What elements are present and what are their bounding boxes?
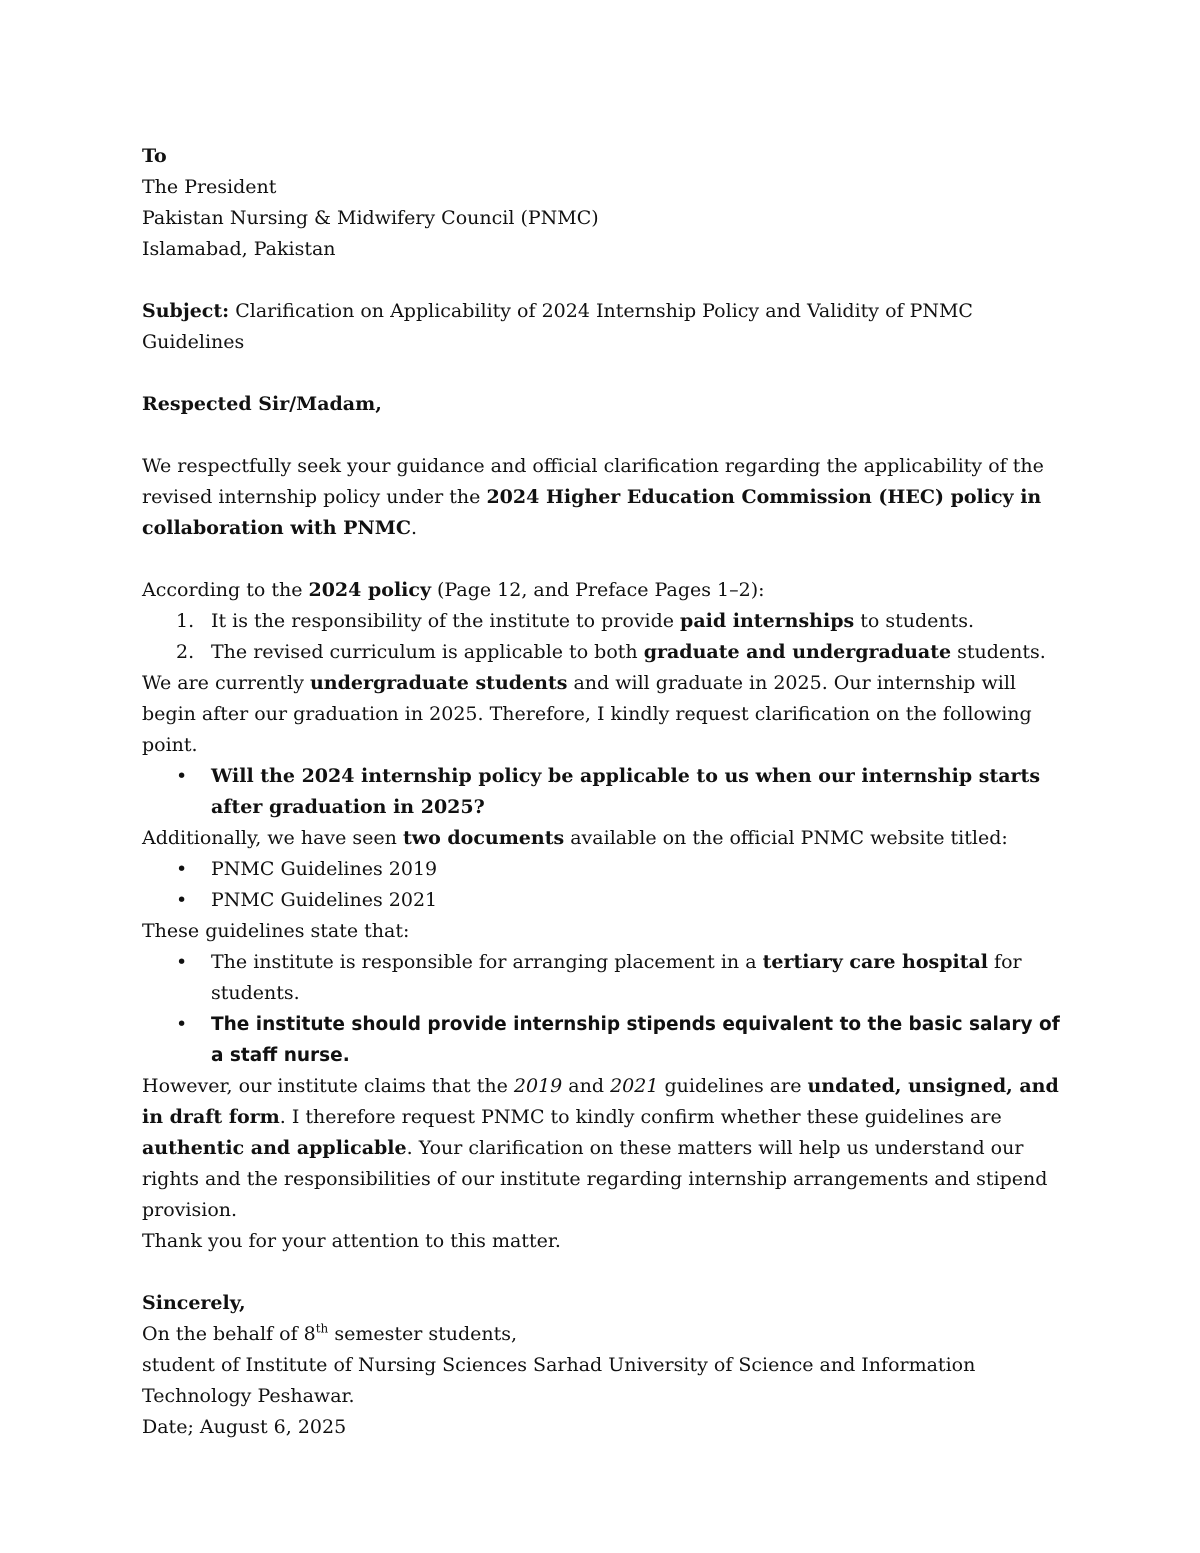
closing-word: Sincerely,	[142, 1292, 246, 1314]
subject-text: Clarification on Applicability of 2024 Internship Policy and Validity of PNMC Guidelines	[142, 300, 973, 353]
list-item: • The institute should provide internship stipends equivalent to the basic salary of a staff nurse.	[142, 1009, 1062, 1071]
bullet-icon: •	[176, 765, 188, 787]
documents-list	[142, 854, 1062, 916]
date-line: Date; August 6, 2025	[142, 1416, 347, 1438]
recipient-title: The President	[142, 176, 277, 198]
list-item	[142, 761, 1062, 823]
signature-block	[142, 1288, 1062, 1443]
question-list	[142, 761, 1062, 823]
subject-line	[142, 296, 1062, 358]
list-item: • PNMC Guidelines 2019	[142, 854, 1062, 885]
salutation: Respected Sir/Madam,	[142, 393, 382, 415]
sender-line: student of Institute of Nursing Sciences Sarhad University of Science and Information Technology Peshawar.	[142, 1354, 976, 1407]
intro-paragraph: We respectfully seek your guidance and official clarification regarding the applicability of the revised internship policy under the 2024 Higher Education Commission (HEC) policy in collaboration with PNMC.	[142, 455, 1044, 539]
list-item: • The institute is responsible for arranging placement in a tertiary care hospital for students.	[142, 947, 1062, 1009]
bullet-icon: •	[176, 1013, 188, 1035]
key-question: Will the 2024 internship policy be applicable to us when our internship starts after graduation in 2025?	[211, 765, 1041, 818]
closing-paragraph: However, our institute claims that the 2019 and 2021 guidelines are undated, unsigned, and in draft form. I therefore request PNMC to kindly confirm whether these guidelines are authentic and applicable. Your clarification on these matters will help us understand our rights and the responsibilities of our institute regarding internship arrangements and stipend provision.	[142, 1075, 1059, 1221]
guidelines-lead: These guidelines state that:	[142, 920, 410, 942]
policy-list	[142, 606, 1062, 668]
recipient-org: Pakistan Nursing & Midwifery Council (PNMC)	[142, 207, 599, 229]
documents-paragraph: Additionally, we have seen two documents available on the official PNMC website titled:	[142, 827, 1008, 849]
list-item: • PNMC Guidelines 2021	[142, 885, 1062, 916]
bullet-icon: •	[176, 951, 188, 973]
recipient-to: To	[142, 145, 167, 167]
bullet-icon: •	[176, 858, 188, 880]
recipient-city: Islamabad, Pakistan	[142, 238, 336, 260]
bullet-icon: •	[176, 889, 188, 911]
letter-body	[142, 141, 1062, 1443]
behalf-line: On the behalf of 8th semester students,	[142, 1321, 518, 1345]
list-item: 1. It is the responsibility of the institute to provide paid internships to students.	[176, 610, 975, 632]
status-paragraph: We are currently undergraduate students and will graduate in 2025. Our internship will begin after our graduation in 2025. Therefore, I kindly request clarification on the following point.	[142, 672, 1032, 756]
policy-lead: According to the 2024 policy (Page 12, and Preface Pages 1–2):	[142, 579, 765, 601]
recipient-block	[142, 141, 1062, 265]
thanks-line: Thank you for your attention to this matter.	[142, 1230, 561, 1252]
guidelines-list	[142, 947, 1062, 1071]
list-item: 2. The revised curriculum is applicable to both graduate and undergraduate students.	[176, 641, 1046, 663]
subject-label: Subject:	[142, 300, 230, 322]
